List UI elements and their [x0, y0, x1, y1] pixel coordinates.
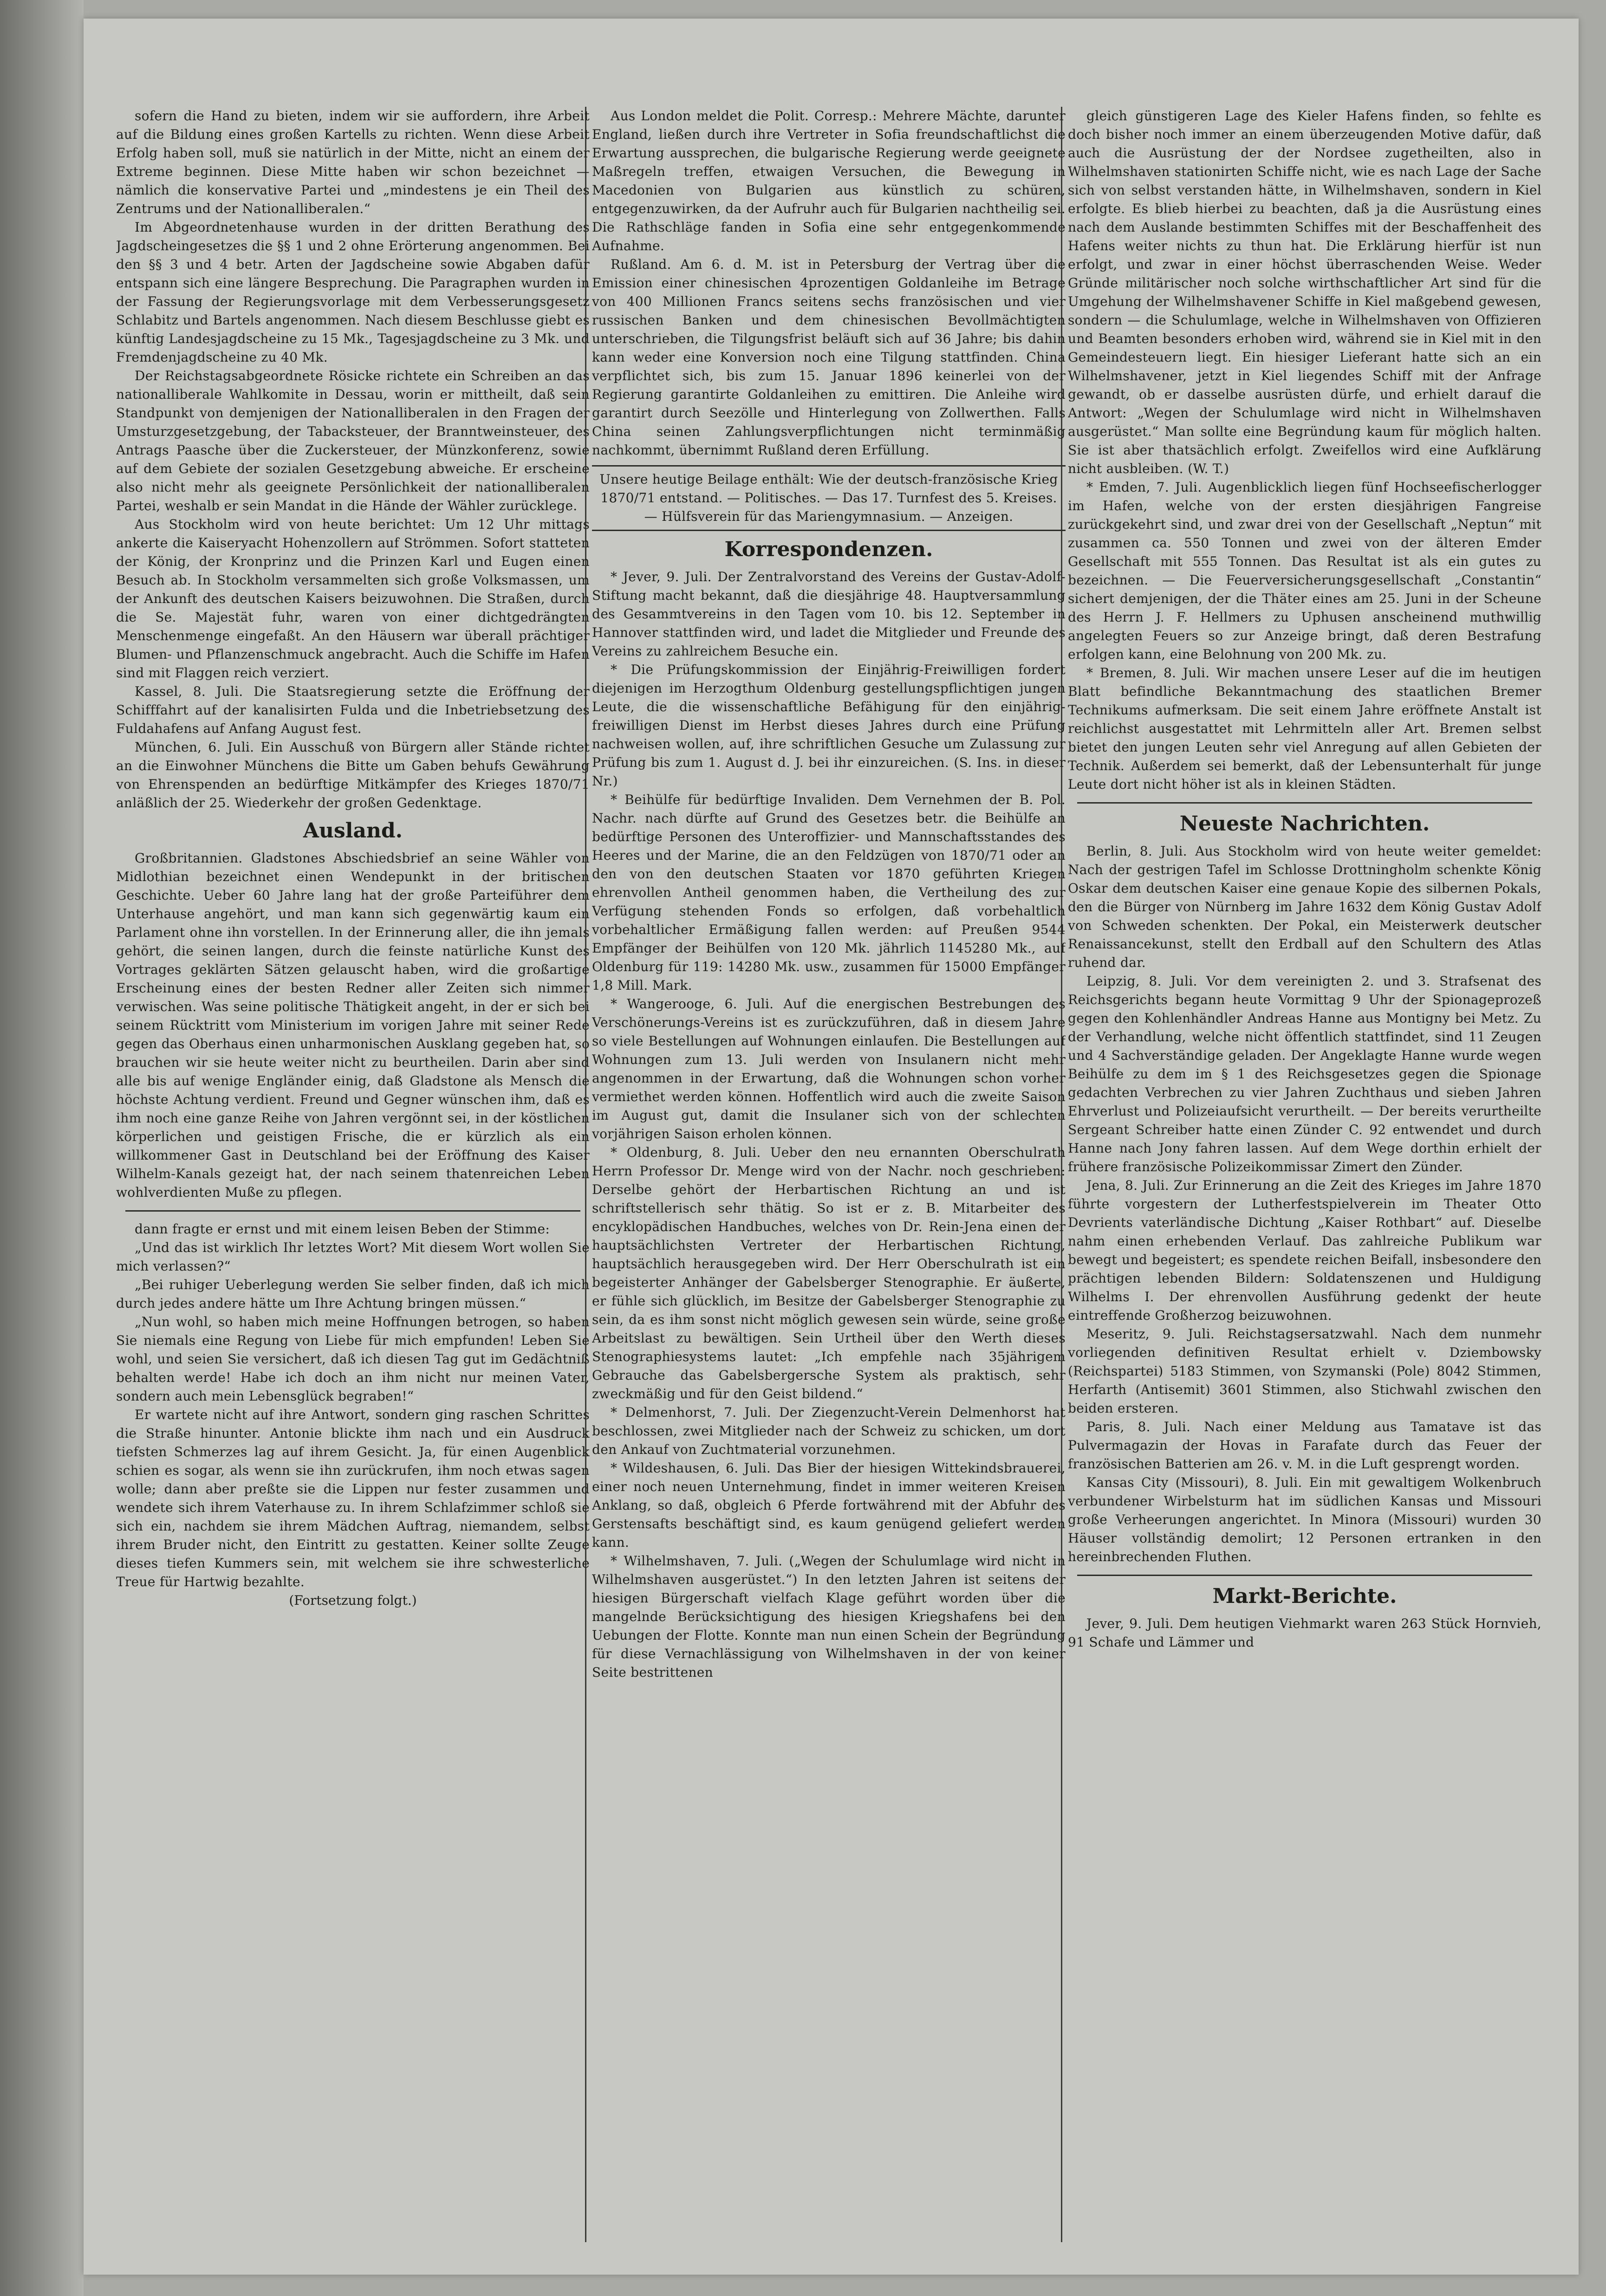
article-paragraph: gleich günstigeren Lage des Kieler Hafens finden, so fehlte es doch bisher noch immer an einem überzeugenden Motive dafür, daß auch die Ausrüstung der der Nordsee zugetheilten, also in Wilhelmshaven stationirten Schiffe nicht, wie es nach Lage der Sache sich von selbst verstanden hätte, in Wilhelmshaven, sondern in Kiel erfolgte. Es blieb hierbei zu beachten, daß ja die Ausrüstung eines nach dem Auslande bestimmten Schiffes mit der Beschaffenheit des Hafens weiter nichts zu thun hat. Die Erklärung hierfür ist nun erfolgt, und zwar in einer höchst überraschenden Weise. Weder Gründe militärischer noch solche wirthschaftlicher Art sind für die Umgehung der Wilhelmshavener Schiffe in Kiel maßgebend gewesen, sondern — die Schulumlage, welche in Wilhelmshaven von Offizieren und Beamten besonders erhoben wird, während sie in Kiel mit in den Gemeindesteuern liegt. Ein hiesiger Lieferant hatte sich an ein Wilhelmshavener, jetzt in Kiel liegendes Schiff mit der Anfrage gewandt, ob er dasselbe ausrüsten dürfe, und erhielt darauf die Antwort: „Wegen der Schulumlage wird nicht in Wilhelmshaven ausgerüstet.“ Man sollte eine Begründung kaum für möglich halten. Sie ist aber thatsächlich erfolgt. Zweifellos wird eine Aufklärung nicht ausbleiben. (W. T.)	[1068, 108, 1541, 476]
article-paragraph: sofern die Hand zu bieten, indem wir sie auffordern, ihre Arbeit auf die Bildung eines großen Kartells zu richten. Wenn diese Arbeit Erfolg haben soll, muß sie natürlich in der Mitte, nicht an einem der Extreme beginnen. Diese Mitte haben wir schon bezeichnet — nämlich die konservative Partei und „mindestens je ein Theil des Zentrums und der Nationalliberalen.“	[116, 108, 590, 216]
article-paragraph: * Emden, 7. Juli. Augenblicklich liegen fünf Hochseefischerlogger im Hafen, welche von der ersten diesjährigen Fangreise zurückgekehrt sind, und zwar drei von der Gesellschaft „Neptun“ mit zusammen ca. 550 Tonnen und zwei von der älteren Emder Gesellschaft mit 555 Tonnen. Das Resultat ist als ein gutes zu bezeichnen. — Die Feuerversicherungsgesellschaft „Constantin“ sichert demjenigen, der die Thäter eines am 25. Juni in der Scheune des Herrn J. F. Hellmers zu Uphusen anscheinend muthwillig angelegten Feuers so zur Anzeige bringt, daß deren Bestrafung erfolgen kann, eine Belohnung von 200 Mk. zu.	[1068, 480, 1541, 662]
article-paragraph: * Bremen, 8. Juli. Wir machen unsere Leser auf die im heutigen Blatt befindliche Bekanntmachung des staatlichen Bremer Technikums aufmerksam. Die seit einem Jahre eröffnete Anstalt ist reichlichst ausgestattet mit Lehrmitteln aller Art. Bremen selbst bietet den jungen Leuten sehr viel Anregung auf allen Gebieten der Technik. Außerdem sei bemerkt, daß der Lebensunterhalt für junge Leute dort nicht höher ist als in kleinen Städten.	[1068, 665, 1541, 792]
news-paragraph: Paris, 8. Juli. Nach einer Meldung aus Tamatave ist das Pulvermagazin der Hovas in Farafate durch das Feuer der französischen Batterien am 26. v. M. in die Luft gesprengt worden.	[1068, 1419, 1541, 1472]
column-1	[116, 107, 590, 2256]
news-paragraph: Leipzig, 8. Juli. Vor dem vereinigten 2. und 3. Strafsenat des Reichsgerichts begann heute Vormittag 9 Uhr der Spionageprozeß gegen den Kohlenhändler Andreas Hanne aus Montigny bei Metz. Zu der Verhandlung, welche nicht öffentlich stattfindet, sind 11 Zeugen und 4 Sachverständige geladen. Der Angeklagte Hanne wurde wegen Beihülfe zu dem im § 1 des Reichsgesetzes gegen die Spionage gedachten Verbrechen zu vier Jahren Zuchthaus und sieben Jahren Ehrverlust und Polizeiaufsicht verurtheilt. — Der bereits verurtheilte Sergeant Schreiber hatte einen Zünder C. 92 entwendet und durch Hanne nach Jony fahren lassen. Auf dem Wege dorthin erhielt der frühere französische Polizeikommissar Zimert den Zünder.	[1068, 973, 1541, 1174]
newspaper-page	[84, 19, 1579, 2275]
correspondence-paragraph: * Wildeshausen, 6. Juli. Das Bier der hiesigen Wittekindsbrauerei, einer noch neuen Unternehmung, findet in immer weiteren Kreisen Anklang, so daß, obgleich 6 Pferde fortwährend mit der Abfuhr des Gerstensafts beschäftigt sind, es kaum genügend geliefert werden kann.	[592, 1460, 1066, 1550]
column-2	[592, 107, 1066, 2256]
section-heading-ausland: Ausland.	[303, 819, 403, 843]
section-rule	[1077, 1575, 1532, 1576]
news-paragraph: Kansas City (Missouri), 8. Juli. Ein mit gewaltigem Wolkenbruch verbundener Wirbelsturm hat im südlichen Kansas und Missouri große Verheerungen angerichtet. In Minora (Missouri) wurden 30 Häuser vollständig demolirt; 12 Personen ertranken in den hereinbrechenden Fluthen.	[1068, 1475, 1541, 1564]
article-paragraph: München, 6. Juli. Ein Ausschuß von Bürgern aller Stände richtet an die Einwohner Münchens die Bitte um Gaben behufs Gewährung von Ehrenspenden an bedürftige Mitkämpfer des Krieges 1870/71 anläßlich der 25. Wiederkehr der großen Gedenktage.	[116, 739, 590, 811]
correspondence-paragraph: * Oldenburg, 8. Juli. Ueber den neu ernannten Oberschulrath Herrn Professor Dr. Menge wird von der Nachr. noch geschrieben: Derselbe gehört der Herbartischen Richtung an und ist schriftstellerisch sehr thätig. So ist er z. B. Mitarbeiter des encyklopädischen Handbuches, welches von Dr. Rein-Jena einen der hauptsächlichsten Vertreter der Herbartischen Richtung, hauptsächlich herausgegeben wird. Der Herr Oberschulrath ist ein begeisterter Anhänger der Gabelsberger Stenographie. Er äußerte, er fühle sich glücklich, im Besitze der Gabelsberger Stenographie zu sein, da es ihm sonst nicht möglich gewesen sein würde, seine große Arbeitslast zu bewältigen. Sein Urtheil über den Werth dieses Stenographiesystems lautet: „Ich empfehle nach 35jährigem Gebrauche das Gabelsbergersche System als praktisch, sehr zweckmäßig und für den Geist bildend.“	[592, 1145, 1066, 1401]
feuilleton-paragraph: „Nun wohl, so haben mich meine Hoffnungen betrogen, so haben Sie niemals eine Regung von Liebe für mich empfunden! Leben Sie wohl, und seien Sie versichert, daß ich diesen Tag gut im Gedächtniß behalten werde! Habe ich doch an ihm nicht nur meinen Vater, sondern auch mein Lebensglück begraben!“	[116, 1314, 590, 1404]
article-paragraph: Aus Stockholm wird von heute berichtet: Um 12 Uhr mittags ankerte die Kaiseryacht Hohenzollern auf Strömmen. Sofort statteten der König, der Kronprinz und die Prinzen Karl und Eugen einen Besuch ab. In Stockholm versammelten sich große Volksmassen, um der Ankunft des deutschen Kaisers beizuwohnen. Die Straßen, durch die Se. Majestät fuhr, waren von einer dichtgedrängten Menschenmenge eingefaßt. An den Häusern war überall prächtiger Blumen- und Pflanzenschmuck angebracht. Auch die Schiffe im Hafen sind mit Flaggen reich verziert.	[116, 517, 590, 681]
book-binding-shadow	[0, 0, 84, 2296]
article-paragraph: Großbritannien. Gladstones Abschiedsbrief an seine Wähler von Midlothian bezeichnet einen Wendepunkt in der britischen Geschichte. Ueber 60 Jahre lang hat der große Parteiführer dem Unterhause angehört, und man kann sich gegenwärtig kaum ein Parlament ohne ihn vorstellen. In der Erinnerung aller, die ihn jemals gehört, die seinen langen, durch die feinste natürliche Kunst des Vortrages geklärten Sätzen gelauscht haben, wird die großartige Erscheinung eines der besten Redner aller Zeiten sich nimmer verwischen. Was seine politische Thätigkeit angeht, in der er sich bei seinem Rücktritt vom Ministerium im vorigen Jahre mit seiner Rede gegen das Oberhaus einen unharmonischen Ausklang gegeben hat, so brauchen wir sie heute weiter nicht zu beurtheilen. Darin aber sind alle bis auf wenige Engländer einig, daß Gladstone als Mensch die höchste Achtung verdient. Freund und Gegner wünschen ihm, daß es ihm noch eine ganze Reihe von Jahren vergönnt sei, in der köstlichen körperlichen und geistigen Frische, die er kürzlich als ein willkommener Gast in Deutschland bei der Eröffnung des Kaiser Wilhelm-Kanals gezeigt hat, der nach seinem thatenreichen Leben wohlverdienten Muße zu pflegen.	[116, 850, 590, 1200]
correspondence-paragraph: * Beihülfe für bedürftige Invaliden. Dem Vernehmen der B. Pol. Nachr. nach dürfte auf Grund des Gesetzes betr. die Beihülfe an bedürftige Personen des Unteroffizier- und Mannschaftsstandes des Heeres und der Marine, die an den Feldzügen von 1870/71 oder an den von den deutschen Staaten vor 1870 geführten Kriegen ehrenvollen Antheil genommen haben, die Vertheilung des zur Verfügung stehenden Fonds so erfolgen, daß vorbehaltlich vorbehaltlicher Ermäßigung fallen werden: auf Preußen 9544 Empfänger der Beihülfen von 120 Mk. jährlich 1145280 Mk., auf Oldenburg für 119: 14280 Mk. usw., zusammen für 15000 Empfänger 1,8 Mill. Mark.	[592, 792, 1066, 993]
correspondence-paragraph: * Wilhelmshaven, 7. Juli. („Wegen der Schulumlage wird nicht in Wilhelmshaven ausgerüstet.“) In den letzten Jahren ist seitens der hiesigen Bürgerschaft vielfach Klage geführt worden über die mangelnde Berücksichtigung des hiesigen Kriegshafens bei den Uebungen der Flotte. Konnte man nun einen Schein der Begründung für diese Vernachlässigung von Wilhelmshaven in der von keiner Seite bestrittenen	[592, 1553, 1066, 1680]
section-heading-neueste: Neueste Nachrichten.	[1179, 812, 1430, 836]
section-rule	[1077, 802, 1532, 804]
news-paragraph: Berlin, 8. Juli. Aus Stockholm wird von heute weiter gemeldet: Nach der gestrigen Tafel im Schlosse Drottningholm schenkte König Oskar dem deutschen Kaiser eine genaue Kopie des silbernen Pokals, den die Bürger von Nürnberg im Jahre 1632 dem König Gustav Adolf von Schweden schenkten. Der Pokal, ein Meisterwerk deutscher Renaissancekunst, stellt den Erdball auf den Schultern des Atlas ruhend dar.	[1068, 843, 1541, 970]
article-paragraph: Rußland. Am 6. d. M. ist in Petersburg der Vertrag über die Emission einer chinesischen 4prozentigen Goldanleihe im Betrage von 400 Millionen Francs seitens sechs französischen und vier russischen Banken und dem chinesischen Bevollmächtigten unterschrieben, die Tilgungsfrist beläuft sich auf 36 Jahre; bis dahin kann weder eine Konversion noch eine Tilgung stattfinden. China verpflichtet sich, bis zum 15. Januar 1896 keinerlei von der Regierung garantirte Goldanleihen zu emittiren. Die Anleihe wird garantirt durch Seezölle und Hinterlegung von Zollwerthen. Falls China seinen Zahlungsverpflichtungen nicht terminmäßig nachkommt, übernimmt Rußland deren Erfüllung.	[592, 257, 1066, 458]
feuilleton-paragraph: Er wartete nicht auf ihre Antwort, sondern ging raschen Schrittes die Straße hinunter. Antonie blickte ihm nach und ein Ausdruck tiefsten Schmerzes lag auf ihrem Gesicht. Ja, für einen Augenblick schien es sogar, als wenn sie ihn zurückrufen, ihm noch etwas sagen wolle; dann aber preßte sie die Lippen nur fester zusammen und wendete sich ihrem Vaterhause zu. In ihrem Schlafzimmer schloß sie sich ein, nachdem sie ihrem Mädchen Auftrag, niemandem, selbst ihrem Bruder nicht, den Eintritt zu gestatten. Keiner sollte Zeuge dieses tiefen Kummers sein, mit welchem sie ihre schwesterliche Treue für Hartwig bezahlte.	[116, 1407, 590, 1589]
correspondence-paragraph: * Wangerooge, 6. Juli. Auf die energischen Bestrebungen des Verschönerungs-Vereins ist es zurückzuführen, daß in diesem Jahre so viele Bestellungen auf Wohnungen einlaufen. Die Bestellungen auf Wohnungen zum 13. Juli werden von Insulanern nicht mehr angenommen in der Erwartung, daß die Wohnungen schon vorher vermiethet werden können. Hoffentlich wird auch die zweite Saison im August gut, damit die Insulaner sich von der schlechten vorjährigen Saison erholen können.	[592, 996, 1066, 1142]
correspondence-paragraph: * Delmenhorst, 7. Juli. Der Ziegenzucht-Verein Delmenhorst hat beschlossen, zwei Mitglieder nach der Schweiz zu schicken, um dort den Ankauf von Zuchtmaterial vorzunehmen.	[592, 1405, 1066, 1457]
section-heading-markt: Markt-Berichte.	[1212, 1584, 1397, 1608]
supplement-text: Unsere heutige Beilage enthält: Wie der deutsch-französische Krieg 1870/71 entstand. — Politisches. — Das 17. Turnfest des 5. Kreises. — Hülfsverein für das Mariengymnasium. — Anzeigen.	[599, 472, 1058, 524]
feuilleton-paragraph: „Bei ruhiger Ueberlegung werden Sie selber finden, daß ich mich durch jedes andere hätte um Ihre Achtung bringen müssen.“	[116, 1277, 590, 1311]
correspondence-paragraph: * Jever, 9. Juli. Der Zentralvorstand des Vereins der Gustav-Adolf-Stiftung macht bekannt, daß die diesjährige 48. Hauptversammlung des Gesammtvereins in den Tagen vom 10. bis 12. September in Hannover stattfinden wird, und ladet die Mitglieder und Freunde des Vereins zu zahlreichem Besuche ein.	[592, 569, 1066, 659]
section-heading-korrespondenzen: Korrespondenzen.	[724, 538, 933, 561]
market-paragraph: Jever, 9. Juli. Dem heutigen Viehmarkt waren 263 Stück Hornvieh, 91 Schafe und Lämmer und	[1068, 1616, 1541, 1650]
correspondence-paragraph: * Die Prüfungskommission der Einjährig-Freiwilligen fordert diejenigen im Herzogthum Oldenburg gestellungspflichtigen jungen Leute, die die wissenschaftliche Befähigung für den einjährig-freiwilligen Dienst im Herbst dieses Jahres durch eine Prüfung nachweisen wollen, auf, ihre schriftlichen Gesuche um Zulassung zur Prüfung bis zum 1. August d. J. bei ihr einzureichen. (S. Ins. in dieser Nr.)	[592, 662, 1066, 789]
section-rule	[125, 1210, 580, 1212]
feuilleton-paragraph: „Und das ist wirklich Ihr letztes Wort? Mit diesem Wort wollen Sie mich verlassen?“	[116, 1240, 590, 1274]
article-paragraph: Im Abgeordnetenhause wurden in der dritten Berathung des Jagdscheingesetzes die §§ 1 und 2 ohne Erörterung angenommen. Bei den §§ 3 und 4 betr. Arten der Jagdscheine sowie Abgaben dafür entspann sich eine längere Besprechung. Die Paragraphen wurden in der Fassung der Regierungsvorlage mit dem Verbesserungsgesetz Schlabitz und Bartels angenommen. Nach diesem Beschlusse giebt es künftig Landesjagdscheine zu 15 Mk., Tagesjagdscheine zu 3 Mk. und Fremdenjagdscheine zu 40 Mk.	[116, 220, 590, 365]
news-paragraph: Meseritz, 9. Juli. Reichstagsersatzwahl. Nach dem nunmehr vorliegenden definitiven Resultat erhielt v. Dziembowsky (Reichspartei) 5183 Stimmen, von Szymanski (Pole) 8042 Stimmen, Herfarth (Antisemit) 3601 Stimmen, also Stichwahl zwischen den beiden ersteren.	[1068, 1326, 1541, 1416]
article-paragraph: Kassel, 8. Juli. Die Staatsregierung setzte die Eröffnung der Schifffahrt auf der kanalisirten Fulda und die Inbetriebsetzung des Fuldahafens auf Anfang August fest.	[116, 684, 590, 736]
supplement-notice	[592, 465, 1066, 531]
feuilleton-paragraph: dann fragte er ernst und mit einem leisen Beben der Stimme:	[135, 1221, 550, 1237]
news-paragraph: Jena, 8. Juli. Zur Erinnerung an die Zeit des Krieges im Jahre 1870 führte vorgestern der Lutherfestspielverein im Theater Otto Devrients vaterländische Dichtung „Kaiser Rothbart“ auf. Dieselbe nahm einen erhebenden Verlauf. Das zahlreiche Publikum war bewegt und begeistert; es spendete reichen Beifall, insbesondere den prächtigen lebenden Bildern: Soldatenszenen und Huldigung Wilhelms I. Der ehrenvollen Ausführung gedenkt der heute eintreffende Großherzog beizuwohnen.	[1068, 1178, 1541, 1323]
article-paragraph: Aus London meldet die Polit. Corresp.: Mehrere Mächte, darunter England, ließen durch ihre Vertreter in Sofia freundschaftlichst die Erwartung aussprechen, die bulgarische Regierung werde geeignete Maßregeln treffen, etwaigen Versuchen, die Bewegung in Macedonien von Bulgarien aus künstlich zu schüren, entgegenzuwirken, da der Aufruhr auch für Bulgarien nachtheilig sei. Die Rathschläge fanden in Sofia eine sehr entgegenkommende Aufnahme.	[592, 108, 1066, 253]
column-3	[1068, 107, 1541, 2256]
continuation-note: (Fortsetzung folgt.)	[289, 1593, 417, 1608]
article-paragraph: Der Reichstagsabgeordnete Rösicke richtete ein Schreiben an das nationalliberale Wahlkomite in Dessau, worin er mittheilt, daß sein Standpunkt von demjenigen der Nationalliberalen in den Fragen der Umsturzgesetzgebung, der Tabacksteuer, der Branntweinsteuer, des Antrags Paasche über die Zuckersteuer, der Münzkonferenz, sowie auf dem Gebiete der sozialen Gesetzgebung abweiche. Er erscheine also nicht mehr als geeignete Persönlichkeit der nationalliberalen Partei, weshalb er sein Mandat in die Hände der Wähler zurücklege.	[116, 368, 590, 513]
